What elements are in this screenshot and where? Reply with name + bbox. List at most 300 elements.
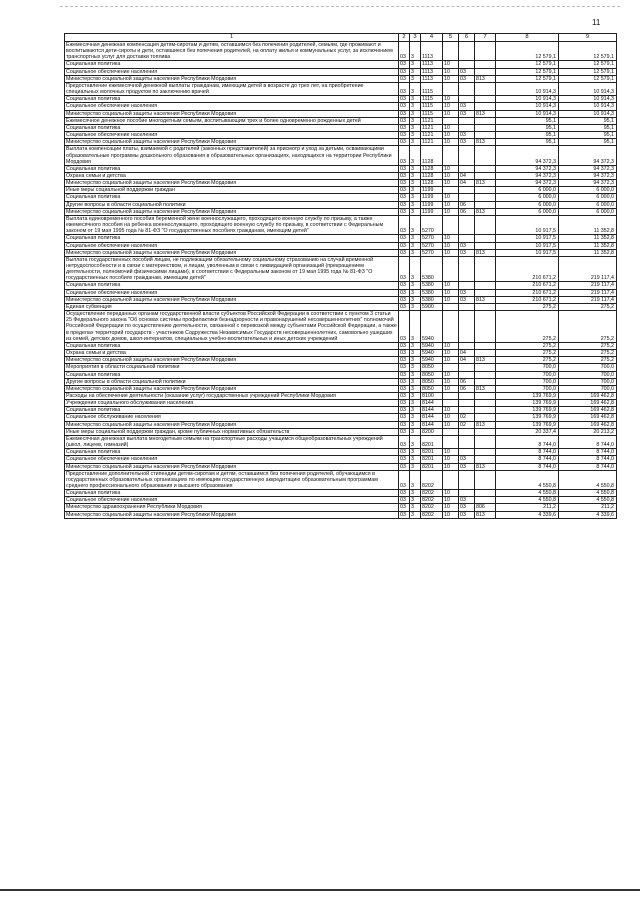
table-row [65, 187, 617, 194]
target-code-cell: 5380 [421, 282, 443, 289]
amount-cell: 10 914,3 [559, 110, 617, 117]
code-cell: 03 [399, 215, 410, 234]
code-cell: 03 [399, 400, 410, 407]
table-row [65, 215, 617, 234]
amount-cell: 275,2 [496, 303, 559, 310]
code-cell: 03 [399, 194, 410, 201]
subsection-cell: 06 [459, 208, 475, 215]
subsection-cell [459, 42, 475, 61]
department-cell: 813 [475, 463, 496, 470]
amount-cell: 12 579,1 [496, 61, 559, 68]
row-name-cell: Социальное обеспечение населения [65, 289, 399, 296]
table-row [65, 235, 617, 242]
section-cell: 10 [443, 201, 459, 208]
amount-cell: 8 744,0 [496, 456, 559, 463]
subsection-cell [459, 428, 475, 435]
row-name-cell: Охрана семьи и детства [65, 172, 399, 179]
code-cell: 03 [399, 146, 410, 165]
code-cell: 3 [410, 165, 421, 172]
table-row [65, 311, 617, 343]
subsection-cell [459, 392, 475, 399]
code-cell: 3 [410, 490, 421, 497]
code-cell: 3 [410, 421, 421, 428]
row-name-cell: Иные меры социальной поддержки граждан [65, 187, 399, 194]
subsection-cell: 02 [459, 414, 475, 421]
subsection-cell [459, 235, 475, 242]
code-cell: 3 [410, 463, 421, 470]
table-row [65, 96, 617, 103]
code-cell: 03 [399, 421, 410, 428]
row-name-cell: Учреждения социального обслуживания населения [65, 400, 399, 407]
amount-cell: 10 914,3 [496, 103, 559, 110]
target-code-cell: 5940 [421, 311, 443, 343]
amount-cell: 275,2 [559, 303, 617, 310]
row-name-cell: Министерство социальной защиты населения Республики Мордовия [65, 511, 399, 518]
section-cell: 10 [443, 132, 459, 139]
amount-cell: 4 550,8 [559, 497, 617, 504]
code-cell: 3 [410, 215, 421, 234]
amount-cell: 94 372,3 [559, 180, 617, 187]
amount-cell: 94 372,3 [496, 165, 559, 172]
subsection-cell: 03 [459, 463, 475, 470]
table-row [65, 371, 617, 378]
table-row [65, 180, 617, 187]
row-name-cell: Осуществление переданных органам государственной власти субъектов Российской Федерации в соответствии с пунктом 3 статьи 25 Федерального закона "Об основах системы профилактики безнадзорности и правонарушений несовершеннолетних" полномочий Российской Федерации по осуществлению деятельности, связанной с перевозкой между субъектами Российской Федерации, а также в пределах территорий государств - участников Содружества Независимых Государств несовершеннолетних, самовольно ушедших из семей, детских домов, школ-интернатов, специальных учебно-воспитательных и иных детских учреждений [66, 311, 397, 342]
section-cell: 10 [443, 342, 459, 349]
budget-table [64, 33, 617, 519]
header-cell: 2 [399, 34, 410, 42]
subsection-cell: 03 [459, 75, 475, 82]
table-row [65, 117, 617, 124]
subsection-cell: 03 [459, 497, 475, 504]
code-cell: 3 [410, 414, 421, 421]
code-cell: 3 [410, 187, 421, 194]
code-cell: 03 [399, 82, 410, 95]
header-cell: 4 [421, 34, 443, 42]
code-cell: 3 [410, 75, 421, 82]
code-cell: 3 [410, 296, 421, 303]
department-cell: 813 [475, 511, 496, 518]
subsection-cell [459, 146, 475, 165]
code-cell: 03 [399, 242, 410, 249]
department-cell: 813 [475, 357, 496, 364]
amount-cell: 700,0 [559, 378, 617, 385]
amount-cell: 11 352,8 [559, 215, 617, 234]
table-row [65, 242, 617, 249]
table-row [65, 497, 617, 504]
code-cell: 3 [410, 435, 421, 448]
target-code-cell: 8201 [421, 456, 443, 463]
subsection-cell: 03 [459, 110, 475, 117]
department-cell [475, 82, 496, 95]
row-name-cell: Социальная политика [65, 449, 399, 456]
amount-cell: 139 769,9 [496, 421, 559, 428]
target-code-cell: 1199 [421, 208, 443, 215]
subsection-cell [459, 311, 475, 343]
table-row [65, 392, 617, 399]
header-cell: 9 [559, 34, 617, 42]
table-row [65, 249, 617, 256]
amount-cell: 139 769,9 [496, 392, 559, 399]
row-name-cell: Предоставление дополнительной стипендии детям-сиротам и детям, оставшимся без попечения родителей, обучающимся в государственных образовательных организациях по имеющим государственную аккредитацию образовательным программам среднего профессионального образования и высшего образования [65, 470, 399, 489]
amount-cell: 700,0 [496, 378, 559, 385]
code-cell: 3 [410, 42, 421, 61]
amount-cell: 95,1 [496, 132, 559, 139]
target-code-cell: 5270 [421, 215, 443, 234]
amount-cell: 95,1 [496, 124, 559, 131]
table-row [65, 414, 617, 421]
code-cell: 03 [399, 303, 410, 310]
department-cell [475, 194, 496, 201]
target-code-cell: 8202 [421, 511, 443, 518]
amount-cell: 210 671,2 [496, 256, 559, 282]
amount-cell: 6 000,0 [559, 208, 617, 215]
row-name-cell: Министерство социальной защиты населения Республики Мордовия [65, 385, 399, 392]
code-cell: 3 [410, 208, 421, 215]
code-cell: 3 [410, 82, 421, 95]
row-name-cell: Социальное обеспечение населения [65, 68, 399, 75]
section-cell [443, 428, 459, 435]
amount-cell: 6 000,0 [496, 201, 559, 208]
row-name-cell: Социальная политика [65, 96, 399, 103]
subsection-cell [459, 470, 475, 489]
amount-cell: 700,0 [559, 364, 617, 371]
target-code-cell: 1113 [421, 68, 443, 75]
code-cell: 3 [410, 282, 421, 289]
amount-cell: 210 671,2 [496, 289, 559, 296]
target-code-cell: 8200 [421, 428, 443, 435]
code-cell: 3 [410, 497, 421, 504]
amount-cell: 169 462,8 [559, 392, 617, 399]
section-cell: 10 [443, 75, 459, 82]
amount-cell: 10 914,3 [559, 96, 617, 103]
section-cell: 10 [443, 504, 459, 511]
section-cell [443, 82, 459, 95]
code-cell: 3 [410, 449, 421, 456]
department-cell [475, 256, 496, 282]
section-cell [443, 311, 459, 343]
row-name-cell: Социальное обслуживание населения [65, 414, 399, 421]
target-code-cell: 8201 [421, 435, 443, 448]
section-cell: 10 [443, 282, 459, 289]
table-row [65, 75, 617, 82]
code-cell: 03 [399, 201, 410, 208]
amount-cell: 11 352,8 [559, 235, 617, 242]
section-cell: 10 [443, 511, 459, 518]
department-cell: 813 [475, 208, 496, 215]
code-cell: 03 [399, 296, 410, 303]
subsection-cell [459, 165, 475, 172]
target-code-cell: 1121 [421, 124, 443, 131]
department-cell [475, 117, 496, 124]
table-row [65, 82, 617, 95]
row-name-cell: Министерство здравоохранения Республики Мордовия [65, 504, 399, 511]
amount-cell: 11 352,8 [559, 242, 617, 249]
code-cell: 03 [399, 357, 410, 364]
department-cell: 813 [475, 385, 496, 392]
code-cell: 3 [410, 311, 421, 343]
code-cell: 3 [410, 124, 421, 131]
row-name-cell: Охрана семьи и детства [65, 350, 399, 357]
amount-cell: 219 117,4 [559, 282, 617, 289]
code-cell: 3 [410, 385, 421, 392]
subsection-cell: 04 [459, 172, 475, 179]
subsection-cell [459, 194, 475, 201]
row-name-cell: Социальная политика [65, 282, 399, 289]
code-cell: 03 [399, 96, 410, 103]
amount-cell: 12 579,1 [559, 42, 617, 61]
code-cell: 3 [410, 117, 421, 124]
amount-cell: 8 744,0 [559, 435, 617, 448]
code-cell: 3 [410, 110, 421, 117]
department-cell [475, 132, 496, 139]
subsection-cell: 06 [459, 378, 475, 385]
table-row [65, 61, 617, 68]
code-cell: 03 [399, 449, 410, 456]
code-cell: 3 [410, 303, 421, 310]
row-name-cell: Социальное обеспечение населения [65, 132, 399, 139]
department-cell [475, 400, 496, 407]
table-row [65, 364, 617, 371]
row-name-cell: Другие вопросы в области социальной политики [65, 201, 399, 208]
header-row [65, 34, 617, 42]
target-code-cell: 5940 [421, 342, 443, 349]
target-code-cell: 1199 [421, 187, 443, 194]
header-cell: 3 [410, 34, 421, 42]
table-row [65, 511, 617, 518]
department-cell [475, 311, 496, 343]
row-name-cell: Социальная политика [65, 194, 399, 201]
subsection-cell: 03 [459, 511, 475, 518]
target-code-cell: 1128 [421, 146, 443, 165]
amount-cell: 10 917,5 [496, 235, 559, 242]
amount-cell: 275,2 [559, 342, 617, 349]
amount-cell: 700,0 [559, 385, 617, 392]
subsection-cell: 03 [459, 296, 475, 303]
target-code-cell: 5270 [421, 242, 443, 249]
subsection-cell [459, 407, 475, 414]
row-name-cell: Министерство социальной защиты населения Республики Мордовия [65, 110, 399, 117]
department-cell [475, 371, 496, 378]
table-row [65, 504, 617, 511]
target-code-cell: 8100 [421, 392, 443, 399]
amount-cell: 8 744,0 [559, 456, 617, 463]
amount-cell: 12 579,1 [496, 68, 559, 75]
department-cell [475, 378, 496, 385]
row-name-cell: Социальное обеспечение населения [65, 103, 399, 110]
code-cell: 3 [410, 357, 421, 364]
section-cell [443, 435, 459, 448]
section-cell: 10 [443, 68, 459, 75]
code-cell: 3 [410, 342, 421, 349]
section-cell: 10 [443, 407, 459, 414]
row-name-cell: Выплата компенсации платы, взимаемой с родителей (законных представителей) за присмотр и уход за детьми, осваивающими образовательные программы дошкольного образования в образовательных организациях, находящихся на территории Республики Мордовия [65, 146, 399, 165]
table-row [65, 342, 617, 349]
amount-cell: 275,2 [559, 357, 617, 364]
code-cell: 3 [410, 249, 421, 256]
table-row [65, 350, 617, 357]
code-cell: 3 [410, 146, 421, 165]
department-cell [475, 303, 496, 310]
department-cell [475, 497, 496, 504]
code-cell: 03 [399, 289, 410, 296]
amount-cell: 94 372,3 [496, 146, 559, 165]
target-code-cell: 1121 [421, 132, 443, 139]
code-cell: 03 [399, 407, 410, 414]
row-name-cell: Иные меры социальной поддержки граждан, кроме публичных нормативных обязательств [65, 428, 399, 435]
code-cell: 03 [399, 497, 410, 504]
department-cell [475, 96, 496, 103]
code-cell: 03 [399, 371, 410, 378]
amount-cell: 219 117,4 [559, 296, 617, 303]
amount-cell: 10 914,3 [559, 103, 617, 110]
amount-cell: 4 339,6 [559, 511, 617, 518]
row-name-cell: Социальное обеспечение населения [65, 497, 399, 504]
section-cell: 10 [443, 96, 459, 103]
table-row [65, 357, 617, 364]
department-cell [475, 242, 496, 249]
row-name-cell: Предоставление ежемесячной денежной выплаты гражданам, имеющим детей в возрасте до трех лет, на приобретение специальных молочных продуктов по заключению врачей [65, 82, 399, 95]
department-cell [475, 172, 496, 179]
subsection-cell [459, 449, 475, 456]
section-cell [443, 400, 459, 407]
target-code-cell: 8202 [421, 490, 443, 497]
section-cell [443, 215, 459, 234]
subsection-cell [459, 256, 475, 282]
code-cell: 3 [410, 470, 421, 489]
target-code-cell: 5270 [421, 249, 443, 256]
code-cell: 03 [399, 463, 410, 470]
code-cell: 3 [410, 364, 421, 371]
amount-cell: 94 372,3 [559, 146, 617, 165]
code-cell: 03 [399, 42, 410, 61]
amount-cell: 6 000,0 [559, 194, 617, 201]
amount-cell: 10 917,5 [496, 215, 559, 234]
department-cell [475, 61, 496, 68]
header-cell: 7 [475, 34, 496, 42]
code-cell: 03 [399, 235, 410, 242]
target-code-cell: 1128 [421, 172, 443, 179]
table-row [65, 194, 617, 201]
header-cell: 8 [496, 34, 559, 42]
table-row [65, 146, 617, 165]
code-cell: 03 [399, 504, 410, 511]
code-cell: 3 [410, 201, 421, 208]
table-row [65, 68, 617, 75]
amount-cell: 210 671,2 [496, 282, 559, 289]
section-cell: 10 [443, 497, 459, 504]
section-cell [443, 303, 459, 310]
amount-cell: 95,1 [496, 139, 559, 146]
section-cell: 10 [443, 456, 459, 463]
amount-cell: 4 550,8 [496, 470, 559, 489]
target-code-cell: 5380 [421, 256, 443, 282]
code-cell: 03 [399, 117, 410, 124]
department-cell [475, 428, 496, 435]
table-row [65, 165, 617, 172]
department-cell [475, 289, 496, 296]
code-cell: 03 [399, 61, 410, 68]
code-cell: 03 [399, 103, 410, 110]
section-cell: 10 [443, 296, 459, 303]
target-code-cell: 1199 [421, 194, 443, 201]
section-cell [443, 364, 459, 371]
subsection-cell [459, 490, 475, 497]
code-cell: 3 [410, 392, 421, 399]
department-cell: 813 [475, 75, 496, 82]
department-cell [475, 456, 496, 463]
amount-cell: 8 744,0 [496, 449, 559, 456]
amount-cell: 94 372,3 [559, 165, 617, 172]
subsection-cell [459, 96, 475, 103]
table-row [65, 110, 617, 117]
section-cell: 10 [443, 414, 459, 421]
code-cell: 03 [399, 311, 410, 343]
amount-cell: 8 744,0 [496, 435, 559, 448]
amount-cell: 94 372,3 [496, 180, 559, 187]
target-code-cell: 5380 [421, 289, 443, 296]
subsection-cell: 03 [459, 132, 475, 139]
code-cell: 3 [410, 428, 421, 435]
target-code-cell: 8202 [421, 470, 443, 489]
bottom-rule [0, 889, 640, 891]
code-cell: 03 [399, 378, 410, 385]
subsection-cell [459, 400, 475, 407]
amount-cell: 95,1 [559, 139, 617, 146]
section-cell: 10 [443, 139, 459, 146]
code-cell: 3 [410, 504, 421, 511]
department-cell [475, 235, 496, 242]
header-cell: 6 [459, 34, 475, 42]
amount-cell: 169 462,8 [559, 400, 617, 407]
code-cell: 03 [399, 187, 410, 194]
subsection-cell: 04 [459, 350, 475, 357]
table-row [65, 289, 617, 296]
table-row [65, 456, 617, 463]
department-cell [475, 414, 496, 421]
amount-cell: 169 462,8 [559, 414, 617, 421]
row-name-cell: Министерство социальной защиты населения Республики Мордовия [65, 180, 399, 187]
amount-cell: 700,0 [496, 364, 559, 371]
department-cell [475, 282, 496, 289]
target-code-cell: 8201 [421, 449, 443, 456]
code-cell: 03 [399, 490, 410, 497]
amount-cell: 275,2 [559, 350, 617, 357]
amount-cell: 219 117,4 [559, 289, 617, 296]
row-name-cell: Социальная политика [65, 235, 399, 242]
target-code-cell: 1128 [421, 165, 443, 172]
department-cell [475, 165, 496, 172]
section-cell [443, 117, 459, 124]
target-code-cell: 8202 [421, 504, 443, 511]
code-cell: 03 [399, 392, 410, 399]
target-code-cell: 5900 [421, 303, 443, 310]
table-row [65, 42, 617, 61]
target-code-cell: 8144 [421, 407, 443, 414]
row-name-cell: Министерство социальной защиты населения Республики Мордовия [65, 463, 399, 470]
row-name-cell: Мероприятия в области социальной политики [65, 364, 399, 371]
target-code-cell: 5270 [421, 235, 443, 242]
header-cell: 5 [443, 34, 459, 42]
section-cell [443, 187, 459, 194]
code-cell: 3 [410, 180, 421, 187]
amount-cell: 219 117,4 [559, 256, 617, 282]
code-cell: 03 [399, 342, 410, 349]
department-cell [475, 42, 496, 61]
row-name-cell: Ежемесячное денежное пособие многодетным семьям, воспитывающим трех и более одновременно рожденных детей [65, 117, 399, 124]
subsection-cell [459, 435, 475, 448]
code-cell: 3 [410, 103, 421, 110]
